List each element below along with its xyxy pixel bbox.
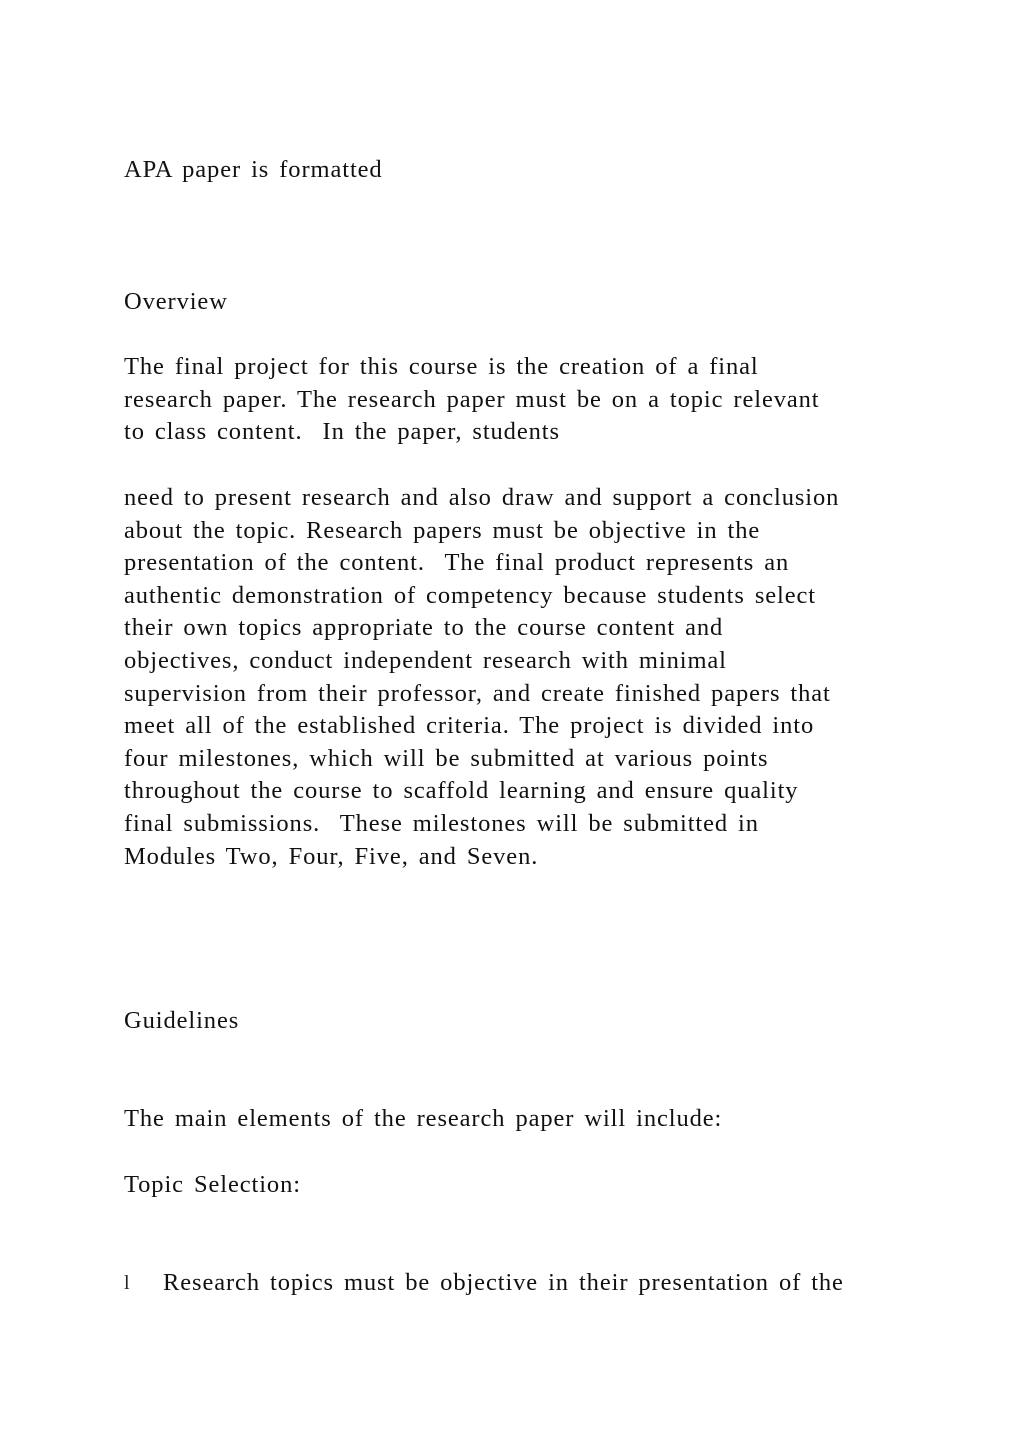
text-line: final submissions. These milestones will be submitted in — [124, 809, 759, 837]
topic-selection-label: Topic Selection: — [124, 1171, 301, 1198]
text-line: presentation of the content. The final product represents an — [124, 549, 790, 577]
overview-paragraph-2 — [124, 482, 839, 873]
text-line: meet all of the established criteria. The project is divided into — [124, 712, 815, 740]
text-line: about the topic. Research papers must be objective in the — [124, 516, 761, 544]
text-line: to class content. In the paper, students — [124, 418, 560, 446]
document-heading: APA paper is formatted — [124, 156, 383, 183]
guidelines-intro: The main elements of the research paper will include: — [124, 1105, 723, 1132]
text-line: throughout the course to scaffold learning and ensure quality — [124, 777, 799, 805]
overview-paragraph-1 — [124, 351, 820, 449]
text-line: four milestones, which will be submitted at various points — [124, 744, 769, 772]
text-line: objectives, conduct independent research with minimal — [124, 646, 727, 674]
text-line: authentic demonstration of competency because students select — [124, 581, 816, 609]
guidelines-title: Guidelines — [124, 1007, 240, 1034]
text-line: supervision from their professor, and create finished papers that — [124, 679, 831, 707]
text-line: need to present research and also draw and support a conclusion — [124, 484, 840, 511]
text-line: research paper. The research paper must be on a topic relevant — [124, 385, 820, 413]
text-line: their own topics appropriate to the course content and — [124, 614, 724, 642]
bullet-item-text: Research topics must be objective in their presentation of the — [163, 1269, 844, 1296]
text-line: The final project for this course is the creation of a final — [124, 353, 759, 380]
bullet-marker-icon: l — [124, 1272, 130, 1294]
text-line: Modules Two, Four, Five, and Seven. — [124, 842, 539, 870]
overview-title: Overview — [124, 288, 228, 315]
